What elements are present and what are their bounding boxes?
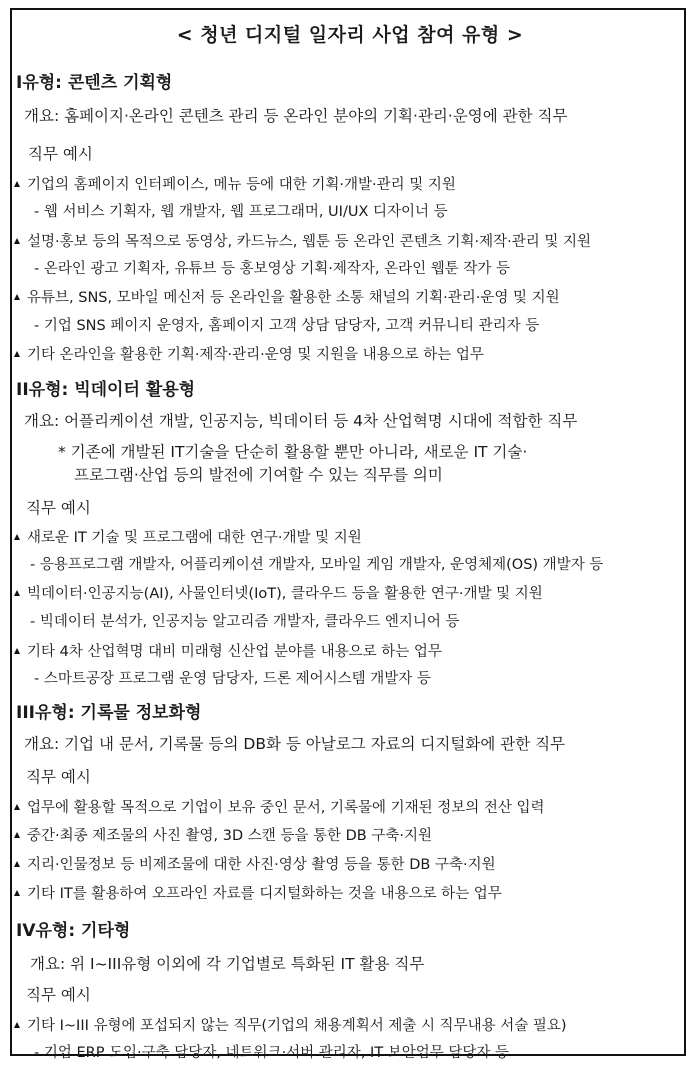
list-item: 업무에 활용할 목적으로 기업이 보유 중인 문서, 기록물에 기재된 정보의 전산 입력 [14, 796, 545, 817]
bullet-triangle-icon [14, 181, 20, 187]
section-2-desc: 개요: 어플리케이션 개발, 인공지능, 빅데이터 등 4차 산업혁명 시대에 적합한 직무 [24, 412, 578, 430]
list-item: 유튜브, SNS, 모바일 메신저 등 온라인을 활용한 소통 채널의 기획·관리·운영 및 지원 [14, 286, 560, 307]
section-2-heading: II유형: 빅데이터 활용형 [16, 380, 196, 400]
list-subitem: - 기업 ERP 도입·구축 담당자, 네트워크·서버 관리자, IT 보안업무 담당자 등 [34, 1045, 510, 1061]
section-4-examples-label: 직무 예시 [26, 986, 91, 1004]
list-subitem: - 빅데이터 분석가, 인공지능 알고리즘 개발자, 클라우드 엔지니어 등 [30, 614, 460, 630]
bullet-triangle-icon [14, 238, 20, 244]
bullet-triangle-icon [14, 890, 20, 896]
section-2-examples-label: 직무 예시 [26, 499, 91, 517]
bullet-triangle-icon [14, 590, 20, 596]
list-item: 기타 I~III 유형에 포섭되지 않는 직무(기업의 채용계획서 제출 시 직무내용 서술 필요) [14, 1014, 567, 1035]
list-subitem: - 웹 서비스 기획자, 웹 개발자, 웹 프로그래머, UI/UX 디자이너 등 [34, 204, 448, 220]
list-item: 빅데이터·인공지능(AI), 사물인터넷(IoT), 클라우드 등을 활용한 연구·개발 및 지원 [14, 582, 543, 603]
list-subitem: - 기업 SNS 페이지 운영자, 홈페이지 고객 상담 담당자, 고객 커뮤니티 관리자 등 [34, 318, 540, 334]
list-item: 새로운 IT 기술 및 프로그램에 대한 연구·개발 및 지원 [14, 526, 362, 547]
list-item: 기타 IT를 활용하여 오프라인 자료를 디지털화하는 것을 내용으로 하는 업무 [14, 882, 502, 903]
section-1-heading: I유형: 콘텐츠 기획형 [16, 73, 173, 93]
bullet-triangle-icon [14, 832, 20, 838]
section-1-examples-label: 직무 예시 [28, 145, 93, 163]
list-item: 설명·홍보 등의 목적으로 동영상, 카드뉴스, 웹툰 등 온라인 콘텐츠 기획·제작·관리 및 지원 [14, 230, 591, 251]
bullet-triangle-icon [14, 534, 20, 540]
list-item: 중간·최종 제조물의 사진 촬영, 3D 스캔 등을 통한 DB 구축·지원 [14, 824, 432, 845]
section-1-desc: 개요: 홈페이지·온라인 콘텐츠 관리 등 온라인 분야의 기획·관리·운영에 관한 직무 [24, 107, 568, 125]
section-4-desc: 개요: 위 I~III유형 이외에 각 기업별로 특화된 IT 활용 직무 [30, 955, 425, 973]
document-frame [10, 8, 686, 1061]
list-item: 기타 4차 산업혁명 대비 미래형 신산업 분야를 내용으로 하는 업무 [14, 640, 442, 661]
list-item: 기업의 홈페이지 인터페이스, 메뉴 등에 대한 기획·개발·관리 및 지원 [14, 173, 456, 194]
bullet-triangle-icon [14, 804, 20, 810]
bullet-triangle-icon [14, 1022, 20, 1028]
list-item: 기타 온라인을 활용한 기획·제작·관리·운영 및 지원을 내용으로 하는 업무 [14, 343, 484, 364]
section-3-examples-label: 직무 예시 [26, 768, 91, 786]
list-subitem: - 스마트공장 프로그램 운영 담당자, 드론 제어시스템 개발자 등 [34, 671, 431, 687]
bullet-triangle-icon [14, 861, 20, 867]
bullet-triangle-icon [14, 294, 20, 300]
list-subitem: - 온라인 광고 기획자, 유튜브 등 홍보영상 기획·제작자, 온라인 웹툰 작가 등 [34, 261, 510, 277]
section-3-heading: III유형: 기록물 정보화형 [16, 703, 202, 723]
section-4-heading: IV유형: 기타형 [16, 921, 131, 941]
bullet-triangle-icon [14, 648, 20, 654]
list-item: 지리·인물정보 등 비제조물에 대한 사진·영상 촬영 등을 통한 DB 구축·지원 [14, 853, 496, 874]
page-title: < 청년 디지털 일자리 사업 참여 유형 > [176, 24, 524, 46]
section-2-note-line-2: 프로그램·산업 등의 발전에 기여할 수 있는 직무를 의미 [74, 466, 443, 484]
section-2-note-line-1: * 기존에 개발된 IT기술을 단순히 활용할 뿐만 아니라, 새로운 IT 기술· [58, 443, 528, 461]
list-subitem: - 응용프로그램 개발자, 어플리케이션 개발자, 모바일 게임 개발자, 운영체제(OS) 개발자 등 [30, 557, 604, 573]
section-3-desc: 개요: 기업 내 문서, 기록물 등의 DB화 등 아날로그 자료의 디지털화에 관한 직무 [24, 735, 566, 753]
bullet-triangle-icon [14, 351, 20, 357]
